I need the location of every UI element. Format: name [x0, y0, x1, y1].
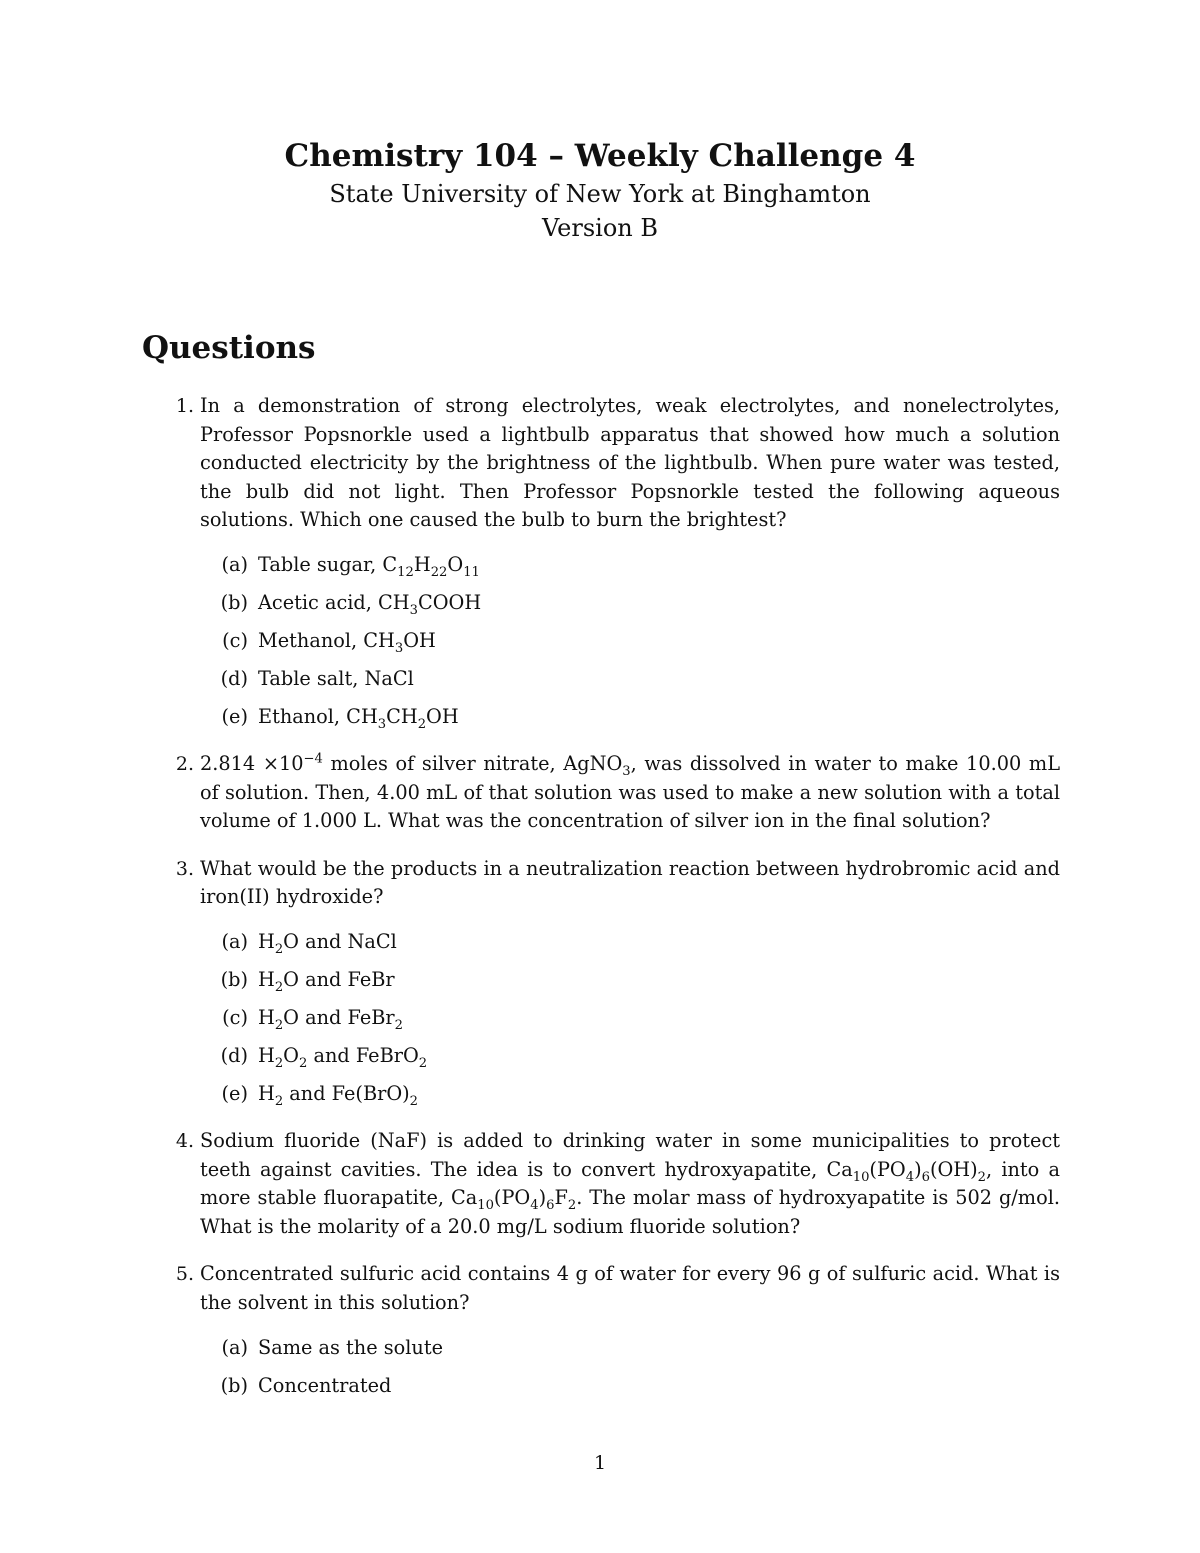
question-number: 5. — [175, 1263, 194, 1286]
question-text: $2.814 \times 10^{-4}$ moles of silver nitrate, AgNO$_3$, was dissolved in water to make 10.00 mL of solution. Then, 4.00 mL of that solution was used to make a new solution with a total volume of 1.000 L. What was the concentration of silver ion in the final solution? — [200, 751, 1060, 833]
option-text: $H_2O$ and NaCl — [258, 929, 397, 957]
answer-option — [200, 551, 1060, 579]
answer-option — [200, 1080, 1060, 1108]
question-text: Concentrated sulfuric acid contains 4 g of water for every 96 g of sulfuric acid. What is the solvent in this solution? — [200, 1262, 1060, 1314]
page-number: 1 — [593, 1452, 607, 1474]
document-header — [0, 135, 1200, 245]
section-title: Questions — [142, 330, 316, 366]
question-list — [160, 392, 1060, 1419]
answer-options — [200, 551, 1060, 731]
answer-option — [200, 703, 1060, 731]
question-number: 1. — [175, 395, 194, 417]
exam-version: Version B — [542, 214, 658, 242]
option-text: $H_2$ and $Fe(BrO)_2$ — [258, 1081, 419, 1109]
answer-option — [200, 1004, 1060, 1032]
option-label: (b) — [220, 590, 248, 614]
question-number: 3. — [175, 857, 194, 880]
question-text: In a demonstration of strong electrolytes, weak electrolytes, and nonelectrolytes, Professor Popsnorkle used a lightbulb apparatus that showed how much a solution conducted electricity by the brightness of the lightbulb. When pure water was tested, the bulb did not light. Then Professor Popsnorkle tested the following aqueous solutions. Which one caused the bulb to burn the brightest? — [200, 394, 1060, 532]
option-text: Acetic acid, $CH_3COOH$ — [258, 590, 482, 618]
option-label: (a) — [221, 1335, 248, 1359]
option-text: Concentrated — [258, 1373, 392, 1397]
option-label: (b) — [220, 1373, 248, 1397]
institution-name: State University of New York at Binghamton — [329, 180, 871, 208]
question-text: Sodium fluoride (NaF) is added to drinking water in some municipalities to protect teeth against cavities. The idea is to convert hydroxyapatite, $Ca_{10}(PO_4)_6(OH)_2$, into a more stable fluorapatite, $Ca_{10}(PO_4)_6F_2$. The molar mass of hydroxyapatite is 502 g/mol. What is the molarity of a 20.0 mg/L sodium fluoride solution? — [200, 1128, 1060, 1238]
answer-option — [200, 1042, 1060, 1070]
option-label: (c) — [222, 628, 248, 652]
question-5 — [160, 1260, 1060, 1399]
option-label: (a) — [221, 929, 248, 953]
option-label: (b) — [220, 967, 248, 991]
question-number: 2. — [175, 752, 194, 775]
option-label: (d) — [220, 1043, 248, 1067]
question-text: What would be the products in a neutralization reaction between hydrobromic acid and iron(II) hydroxide? — [200, 856, 1060, 909]
option-label: (a) — [221, 552, 248, 576]
option-text: Methanol, $CH_3OH$ — [258, 628, 436, 656]
option-label: (c) — [222, 1005, 248, 1029]
question-1 — [160, 392, 1060, 731]
option-label: (e) — [221, 1081, 248, 1105]
option-text: Same as the solute — [258, 1335, 443, 1359]
question-number: 4. — [175, 1129, 194, 1152]
option-text: Table sugar, $C_{12}H_{22}O_{11}$ — [258, 552, 480, 580]
option-label: (e) — [221, 704, 248, 728]
question-2 — [160, 750, 1060, 836]
document-title: Chemistry 104 – Weekly Challenge 4 — [284, 138, 916, 174]
answer-option — [200, 1372, 1060, 1400]
answer-options — [200, 1334, 1060, 1400]
answer-option — [200, 1334, 1060, 1362]
answer-option — [200, 665, 1060, 693]
option-text: $H_2O$ and FeBr — [258, 967, 395, 995]
answer-options — [200, 928, 1060, 1108]
question-3 — [160, 855, 1060, 1108]
option-text: $H_2O_2$ and FeBrO$_2$ — [258, 1043, 428, 1071]
option-text: Table salt, NaCl — [258, 666, 414, 690]
option-label: (d) — [220, 666, 248, 690]
option-text: $H_2O$ and FeBr$_2$ — [258, 1005, 403, 1033]
answer-option — [200, 627, 1060, 655]
answer-option — [200, 966, 1060, 994]
question-4 — [160, 1127, 1060, 1241]
answer-option — [200, 928, 1060, 956]
answer-option — [200, 589, 1060, 617]
option-text: Ethanol, $CH_3CH_2OH$ — [258, 704, 459, 732]
